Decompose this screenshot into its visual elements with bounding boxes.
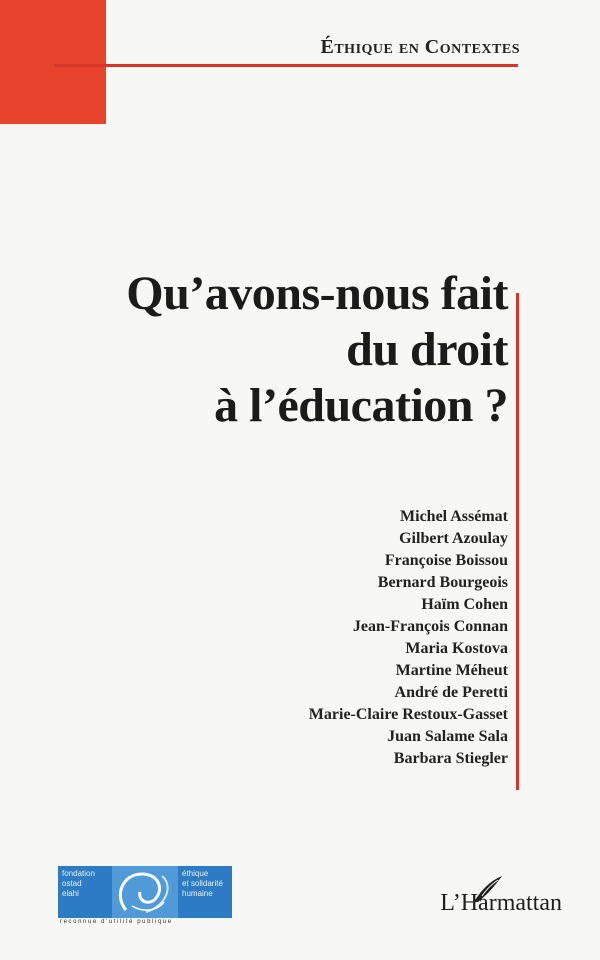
logo-text-line: éthique (182, 869, 209, 878)
logo-right-text (182, 869, 223, 899)
author-name: Juan Salame Sala (387, 728, 508, 745)
author-name: Barbara Stiegler (393, 750, 508, 767)
publisher-name: L’Harmattan (440, 890, 562, 916)
red-corner-block (0, 0, 106, 124)
logo-tagline: reconnue d'utilité publique (60, 919, 173, 925)
author-name: Haïm Cohen (421, 596, 508, 613)
series-title: Éthique en Contextes (320, 36, 520, 58)
author-list (309, 506, 508, 770)
author-name: Martine Méheut (395, 662, 508, 679)
logo-left-text (62, 869, 95, 899)
book-title (126, 266, 508, 434)
author-name: Michel Assémat (400, 508, 508, 525)
title-line: Qu’avons-nous fait (126, 267, 508, 320)
author-name: Gilbert Azoulay (399, 530, 508, 547)
foundation-logo (58, 866, 232, 926)
logo-text-line: ostad (62, 879, 82, 888)
author-name: Jean-François Connan (352, 618, 508, 635)
logo-text-line: humaine (182, 889, 213, 898)
series-rule (54, 64, 518, 67)
logo-text-line: fondation (62, 869, 95, 878)
author-name: André de Peretti (394, 684, 508, 701)
vertical-rule (516, 293, 519, 790)
logo-text-line: et solidarité (182, 879, 223, 888)
title-line: à l’éducation ? (214, 379, 508, 432)
swirl-logo-icon (112, 866, 178, 918)
author-name: Françoise Boissou (384, 552, 508, 569)
logo-text-line: elahi (62, 889, 79, 898)
author-name: Bernard Bourgeois (377, 574, 508, 591)
author-name: Marie-Claire Restoux-Gasset (308, 706, 508, 723)
author-name: Maria Kostova (405, 640, 508, 657)
title-line: du droit (346, 323, 508, 376)
